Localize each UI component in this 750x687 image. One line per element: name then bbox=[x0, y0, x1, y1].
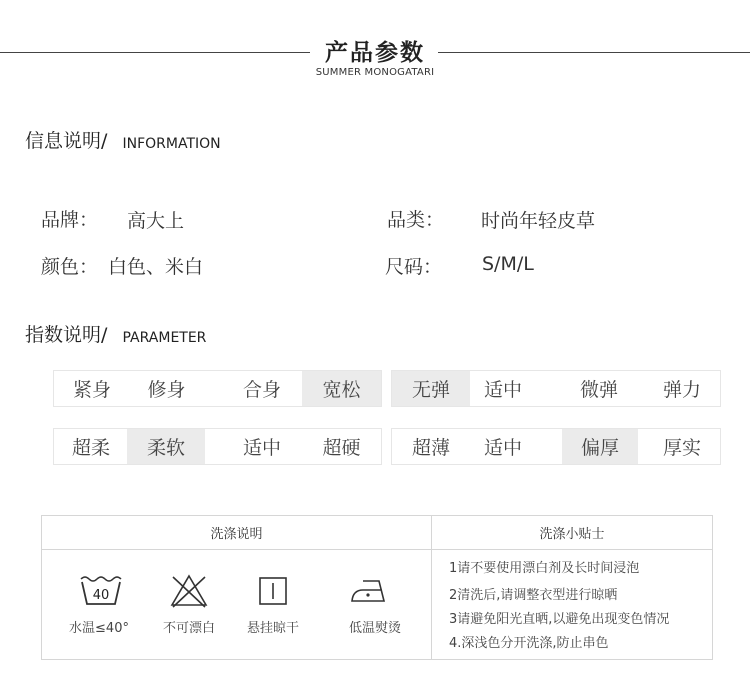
info-section-subtitle: INFORMATION bbox=[122, 136, 221, 152]
low-iron-icon bbox=[349, 578, 389, 608]
wash-tip: 3请避免阳光直晒,以避免出现变色情况 bbox=[449, 612, 670, 627]
wash-tip: 4.深浅色分开洗涤,防止串色 bbox=[449, 636, 609, 651]
wash-tip: 1请不要使用漂白剂及长时间浸泡 bbox=[449, 561, 640, 576]
color-value: 白色、米白 bbox=[108, 256, 204, 278]
thickness-option: 厚实 bbox=[662, 437, 701, 459]
elasticity-scale bbox=[391, 370, 721, 407]
care-label-water-temp: 水温≤40° bbox=[69, 621, 129, 636]
elasticity-option-selected: 无弹 bbox=[392, 371, 470, 406]
wash-table-column-divider bbox=[431, 516, 432, 659]
care-label-hang-dry: 悬挂晾干 bbox=[246, 621, 299, 636]
elasticity-option: 弹力 bbox=[662, 379, 701, 401]
care-label-low-iron: 低温熨烫 bbox=[348, 621, 401, 636]
wash-basin-40-icon bbox=[79, 573, 123, 611]
fit-scale bbox=[53, 370, 382, 407]
thickness-option: 超薄 bbox=[411, 437, 450, 459]
softness-option: 超柔 bbox=[71, 437, 110, 459]
page-title: 产品参数 bbox=[325, 40, 425, 66]
softness-scale bbox=[53, 428, 382, 465]
softness-option: 适中 bbox=[242, 437, 281, 459]
wash-tip: 2清洗后,请调整衣型进行晾晒 bbox=[449, 588, 618, 603]
param-section-subtitle: PARAMETER bbox=[122, 330, 207, 346]
elasticity-option: 适中 bbox=[483, 379, 522, 401]
wash-tips-heading: 洗涤小贴士 bbox=[539, 527, 605, 542]
care-label-no-bleach: 不可漂白 bbox=[162, 621, 215, 636]
hang-dry-icon bbox=[258, 576, 288, 610]
wash-table bbox=[41, 515, 713, 660]
fit-option-selected: 宽松 bbox=[302, 371, 381, 406]
wash-table-divider bbox=[42, 549, 712, 550]
param-section-title: 指数说明/ bbox=[25, 324, 108, 346]
page-subtitle: SUMMER MONOGATARI bbox=[315, 67, 435, 78]
thickness-scale bbox=[391, 428, 721, 465]
wash-instructions-heading: 洗涤说明 bbox=[210, 527, 263, 542]
info-section-heading bbox=[25, 126, 221, 153]
param-section-heading bbox=[25, 320, 206, 347]
category-label: 品类： bbox=[387, 209, 445, 231]
info-section-title: 信息说明/ bbox=[25, 130, 108, 152]
thickness-option: 适中 bbox=[483, 437, 522, 459]
softness-option-selected: 柔软 bbox=[127, 429, 205, 464]
color-label: 颜色： bbox=[41, 256, 99, 278]
size-value: S/M/L bbox=[482, 253, 534, 275]
brand-value: 高大上 bbox=[127, 210, 185, 232]
fit-option: 紧身 bbox=[72, 379, 111, 401]
elasticity-option: 微弹 bbox=[579, 379, 618, 401]
thickness-option-selected: 偏厚 bbox=[562, 429, 638, 464]
fit-option: 合身 bbox=[242, 379, 281, 401]
size-label: 尺码： bbox=[385, 256, 443, 278]
svg-text:40: 40 bbox=[92, 588, 110, 603]
softness-option: 超硬 bbox=[322, 437, 361, 459]
fit-option: 修身 bbox=[147, 379, 186, 401]
brand-label: 品牌： bbox=[41, 209, 99, 231]
category-value: 时尚年轻皮草 bbox=[481, 210, 596, 232]
no-bleach-icon bbox=[169, 572, 209, 614]
